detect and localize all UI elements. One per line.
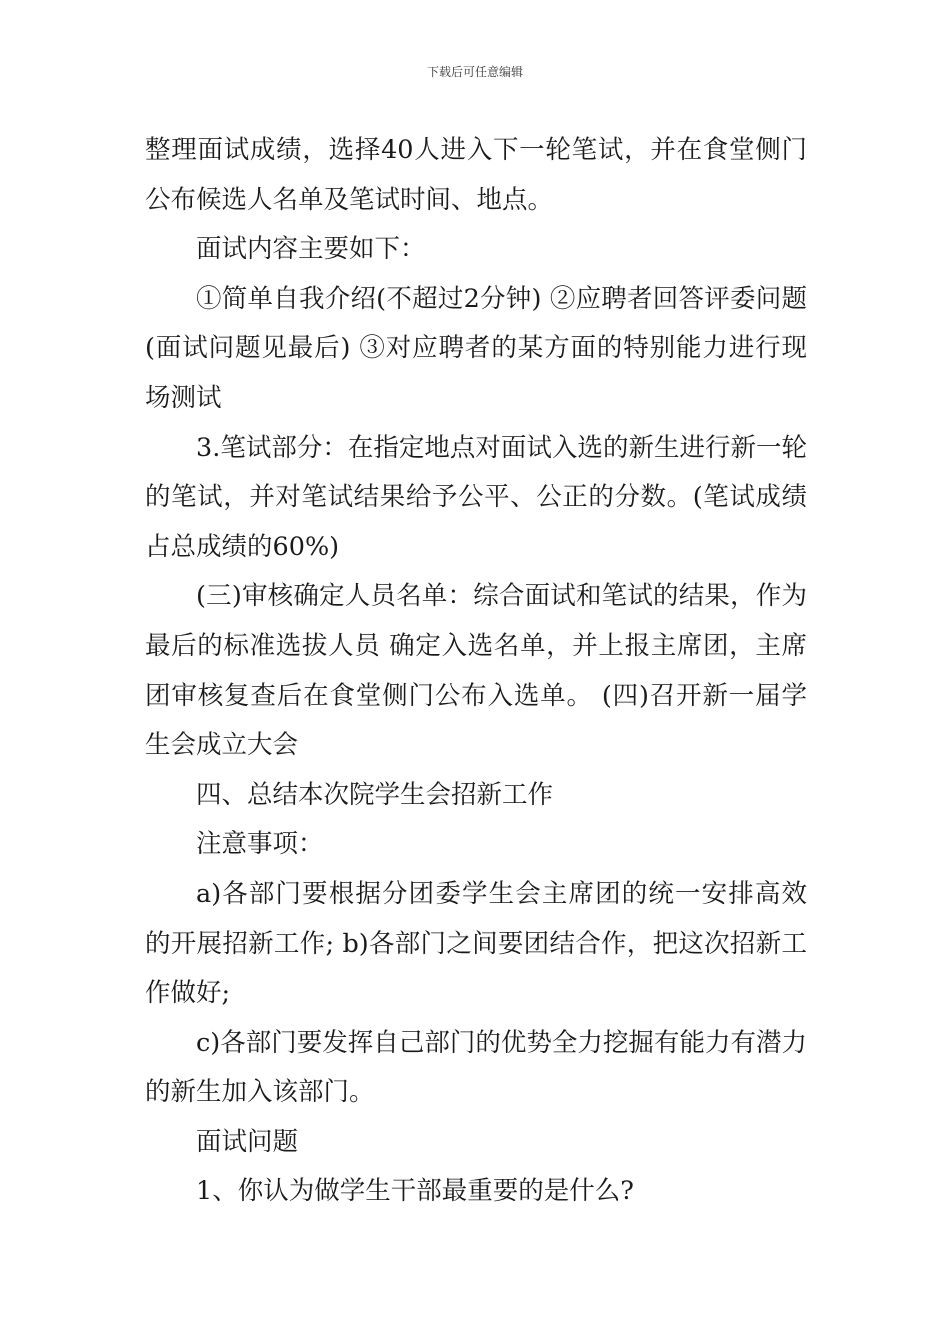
paragraph: (三)审核确定人员名单：综合面试和笔试的结果，作为最后的标准选拔人员 确定入选名单，并上报主席团，主席团审核复查后在食堂侧门公布入选单。 (四)召开新一届学生会成立大会	[145, 581, 807, 761]
paragraph: ①简单自我介绍(不超过2分钟) ②应聘者回答评委问题(面试问题见最后) ③对应聘者的某方面的特别能力进行现场测试	[145, 283, 807, 413]
document-body	[145, 126, 807, 1217]
question-item: 1、你认为做学生干部最重要的是什么?	[196, 1176, 634, 1207]
paragraph: a)各部门要根据分团委学生会主席团的统一安排高效的开展招新工作; b)各部门之间要团结合作，把这次招新工作做好;	[145, 878, 807, 1009]
notes-heading: 注意事项：	[196, 829, 324, 860]
paragraph: 面试内容主要如下：	[196, 234, 426, 265]
questions-heading: 面试问题	[196, 1126, 299, 1157]
paragraph: 整理面试成绩，选择40人进入下一轮笔试，并在食堂侧门公布候选人名单及笔试时间、地点。	[145, 135, 807, 215]
paragraph: c)各部门要发挥自己部门的优势全力挖掘有能力有潜力的新生加入该部门。	[145, 1027, 807, 1108]
section-heading: 四、总结本次院学生会招新工作	[196, 779, 554, 810]
page-header: 下载后可任意编辑	[426, 65, 523, 79]
paragraph: 3.笔试部分：在指定地点对面试入选的新生进行新一轮的笔试，并对笔试结果给予公平、公正的分数。(笔试成绩占总成绩的60%)	[145, 432, 807, 562]
